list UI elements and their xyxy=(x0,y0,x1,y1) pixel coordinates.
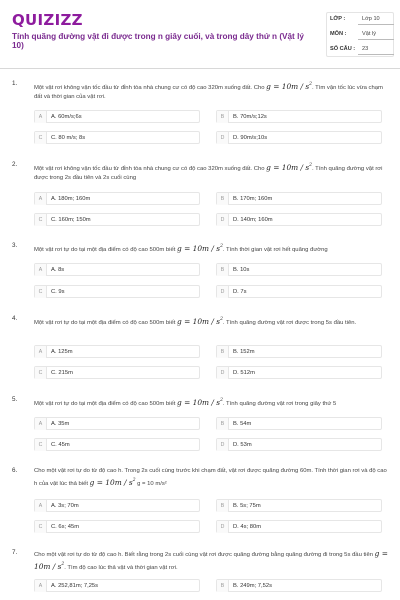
option-text: B. 10s xyxy=(233,267,250,273)
formula: $g = 10m / s^2$ xyxy=(177,398,223,407)
option-letter: B xyxy=(217,264,229,276)
option-letter: A xyxy=(35,346,47,358)
question-number: 4. xyxy=(12,315,18,322)
question-text: Cho một vật rơi tự do từ độ cao h. Biết rằng trong 2s cuối cùng vật rơi được quãng đường bằng quãng đường đi trong 5s đầu tiên $g = 10m / s^2$. Tìm độ cao lúc thả vật và thời gian vật rơi. xyxy=(34,549,388,571)
option-letter: B xyxy=(217,580,229,592)
option-letter: A xyxy=(35,264,47,276)
option-text: D. 140m; 160m xyxy=(233,217,273,223)
option-text: A. 35m xyxy=(51,421,70,427)
option-d[interactable] xyxy=(216,366,382,379)
option-d[interactable] xyxy=(216,438,382,451)
option-text: B. 54m xyxy=(233,421,252,427)
question-text: Một vật rơi không vận tốc đầu từ đỉnh tòa nhà chung cư có độ cao 320m xuống đất. Cho $g = 10m / s^2$. Tìm vận tốc lúc vừa chạm đất và thời gian của vật rơi. xyxy=(34,82,383,100)
option-letter: D xyxy=(217,132,229,144)
option-b[interactable] xyxy=(216,192,382,205)
option-letter: A xyxy=(35,500,47,512)
option-text: B. 70m/s;12s xyxy=(233,114,267,120)
option-letter: C xyxy=(35,439,47,451)
option-b[interactable] xyxy=(216,345,382,358)
document-header xyxy=(0,0,400,68)
formula: $g = 10m / s^2$ xyxy=(34,549,388,571)
option-text: C. 9s xyxy=(51,289,65,295)
document-title: Tính quãng đường vật đi được trong n giây cuối, và trong dây thứ n (Vật lý 10) xyxy=(12,32,304,50)
option-letter: C xyxy=(35,132,47,144)
option-a[interactable] xyxy=(34,263,200,276)
option-letter: C xyxy=(35,367,47,379)
option-b[interactable] xyxy=(216,110,382,123)
question-text: Một vật rơi tự do tại một địa điểm có độ cao 500m biết $g = 10m / s^2$. Tính quãng đường vật rơi được trong 5s đầu tiên. xyxy=(34,317,357,326)
option-text: A. 252,81m; 7,25s xyxy=(51,583,99,589)
option-letter: D xyxy=(217,214,229,226)
option-c[interactable] xyxy=(34,285,200,298)
option-text: C. 160m; 150m xyxy=(51,217,91,223)
option-text: A. 8s xyxy=(51,267,65,273)
option-text: D. 7s xyxy=(233,289,247,295)
option-c[interactable] xyxy=(34,213,200,226)
option-letter: D xyxy=(217,286,229,298)
option-text: A. 3s; 70m xyxy=(51,503,79,509)
question-text: Một vật rơi không vận tốc đầu từ đỉnh tòa nhà chung cư có độ cao 320m xuống đất. Cho $g = 10m / s^2$. Tính quãng đường vật rơi được trong 2s đầu tiên và 2s cuối cùng xyxy=(34,163,383,181)
option-text: A. 180m; 160m xyxy=(51,196,91,202)
option-a[interactable] xyxy=(34,192,200,205)
formula: $g = 10m / s^2$ xyxy=(266,82,312,91)
option-letter: A xyxy=(35,418,47,430)
option-a[interactable] xyxy=(34,579,200,592)
option-d[interactable] xyxy=(216,285,382,298)
option-text: B. 249m; 7,52s xyxy=(233,583,272,589)
option-text: C. 6s; 45m xyxy=(51,524,80,530)
option-b[interactable] xyxy=(216,499,382,512)
option-text: B. 170m; 160m xyxy=(233,196,273,202)
question-text: Cho một vật rơi tự do từ độ cao h. Trong 2s cuối cùng trước khi chạm đất, vật rơi được quãng đường 60m. Tính thời gian rơi và độ cao h của vật lúc thả biết $g = 10m / s^2$ g = 10 m/s² xyxy=(34,468,387,487)
question-text: Một vật rơi tự do tại một địa điểm có độ cao 500m biết $g = 10m / s^2$. Tính quãng đường vật rơi trong giây thứ 5 xyxy=(34,398,337,407)
option-letter: A xyxy=(35,193,47,205)
option-b[interactable] xyxy=(216,579,382,592)
question-text: Một vật rơi tự do tại một địa điểm có độ cao 500m biết $g = 10m / s^2$. Tính thời gian vật rơi hết quãng đường xyxy=(34,244,328,253)
meta-subject xyxy=(326,27,394,40)
option-c[interactable] xyxy=(34,366,200,379)
option-letter: C xyxy=(35,521,47,533)
question-number: 1. xyxy=(12,80,18,87)
option-text: D. 4s; 80m xyxy=(233,524,262,530)
option-text: C. 45m xyxy=(51,442,70,448)
formula: $g = 10m / s^2$ xyxy=(266,163,312,172)
meta-subject-label: MÔN : xyxy=(330,31,347,37)
question-number: 7. xyxy=(12,549,18,556)
option-d[interactable] xyxy=(216,213,382,226)
option-c[interactable] xyxy=(34,438,200,451)
option-letter: B xyxy=(217,418,229,430)
option-letter: D xyxy=(217,367,229,379)
option-letter: D xyxy=(217,439,229,451)
option-letter: B xyxy=(217,500,229,512)
option-text: A. 60m/s;6s xyxy=(51,114,82,120)
question-number: 5. xyxy=(12,396,18,403)
option-text: D. 512m xyxy=(233,370,255,376)
meta-subject-value: Vật lý xyxy=(362,31,376,37)
option-a[interactable] xyxy=(34,417,200,430)
meta-question-count xyxy=(326,42,394,55)
option-letter: A xyxy=(35,111,47,123)
option-letter: C xyxy=(35,286,47,298)
question-number: 6. xyxy=(12,467,18,474)
meta-grade-label: LỚP : xyxy=(330,16,346,22)
quizizz-logo: QUIZIZZ xyxy=(12,11,83,29)
option-text: C. 80 m/s; 8s xyxy=(51,135,86,141)
option-text: B. 152m xyxy=(233,349,255,355)
meta-count-label: SỐ CÂU : xyxy=(330,46,356,52)
option-text: C. 215m xyxy=(51,370,73,376)
meta-grade-value: Lớp 10 xyxy=(362,16,380,22)
option-d[interactable] xyxy=(216,131,382,144)
option-letter: D xyxy=(217,521,229,533)
option-c[interactable] xyxy=(34,520,200,533)
meta-count-value: 23 xyxy=(362,46,369,52)
option-a[interactable] xyxy=(34,110,200,123)
meta-grade xyxy=(326,12,394,25)
option-letter: B xyxy=(217,193,229,205)
header-divider xyxy=(0,68,400,69)
question-number: 2. xyxy=(12,161,18,168)
formula: $g = 10m / s^2$ xyxy=(177,317,223,326)
option-text: A. 125m xyxy=(51,349,73,355)
option-a[interactable] xyxy=(34,499,200,512)
question-number: 3. xyxy=(12,242,18,249)
option-letter: A xyxy=(35,580,47,592)
option-a[interactable] xyxy=(34,345,200,358)
formula: $g = 10m / s^2$ xyxy=(177,244,223,253)
option-b[interactable] xyxy=(216,417,382,430)
option-text: D. 90m/s;10s xyxy=(233,135,268,141)
option-b[interactable] xyxy=(216,263,382,276)
option-text: D. 53m xyxy=(233,442,252,448)
option-text: B. 5s; 75m xyxy=(233,503,261,509)
formula: $g = 10m / s^2$ xyxy=(89,478,136,487)
option-letter: B xyxy=(217,111,229,123)
option-letter: C xyxy=(35,214,47,226)
option-letter: B xyxy=(217,346,229,358)
option-c[interactable] xyxy=(34,131,200,144)
option-d[interactable] xyxy=(216,520,382,533)
